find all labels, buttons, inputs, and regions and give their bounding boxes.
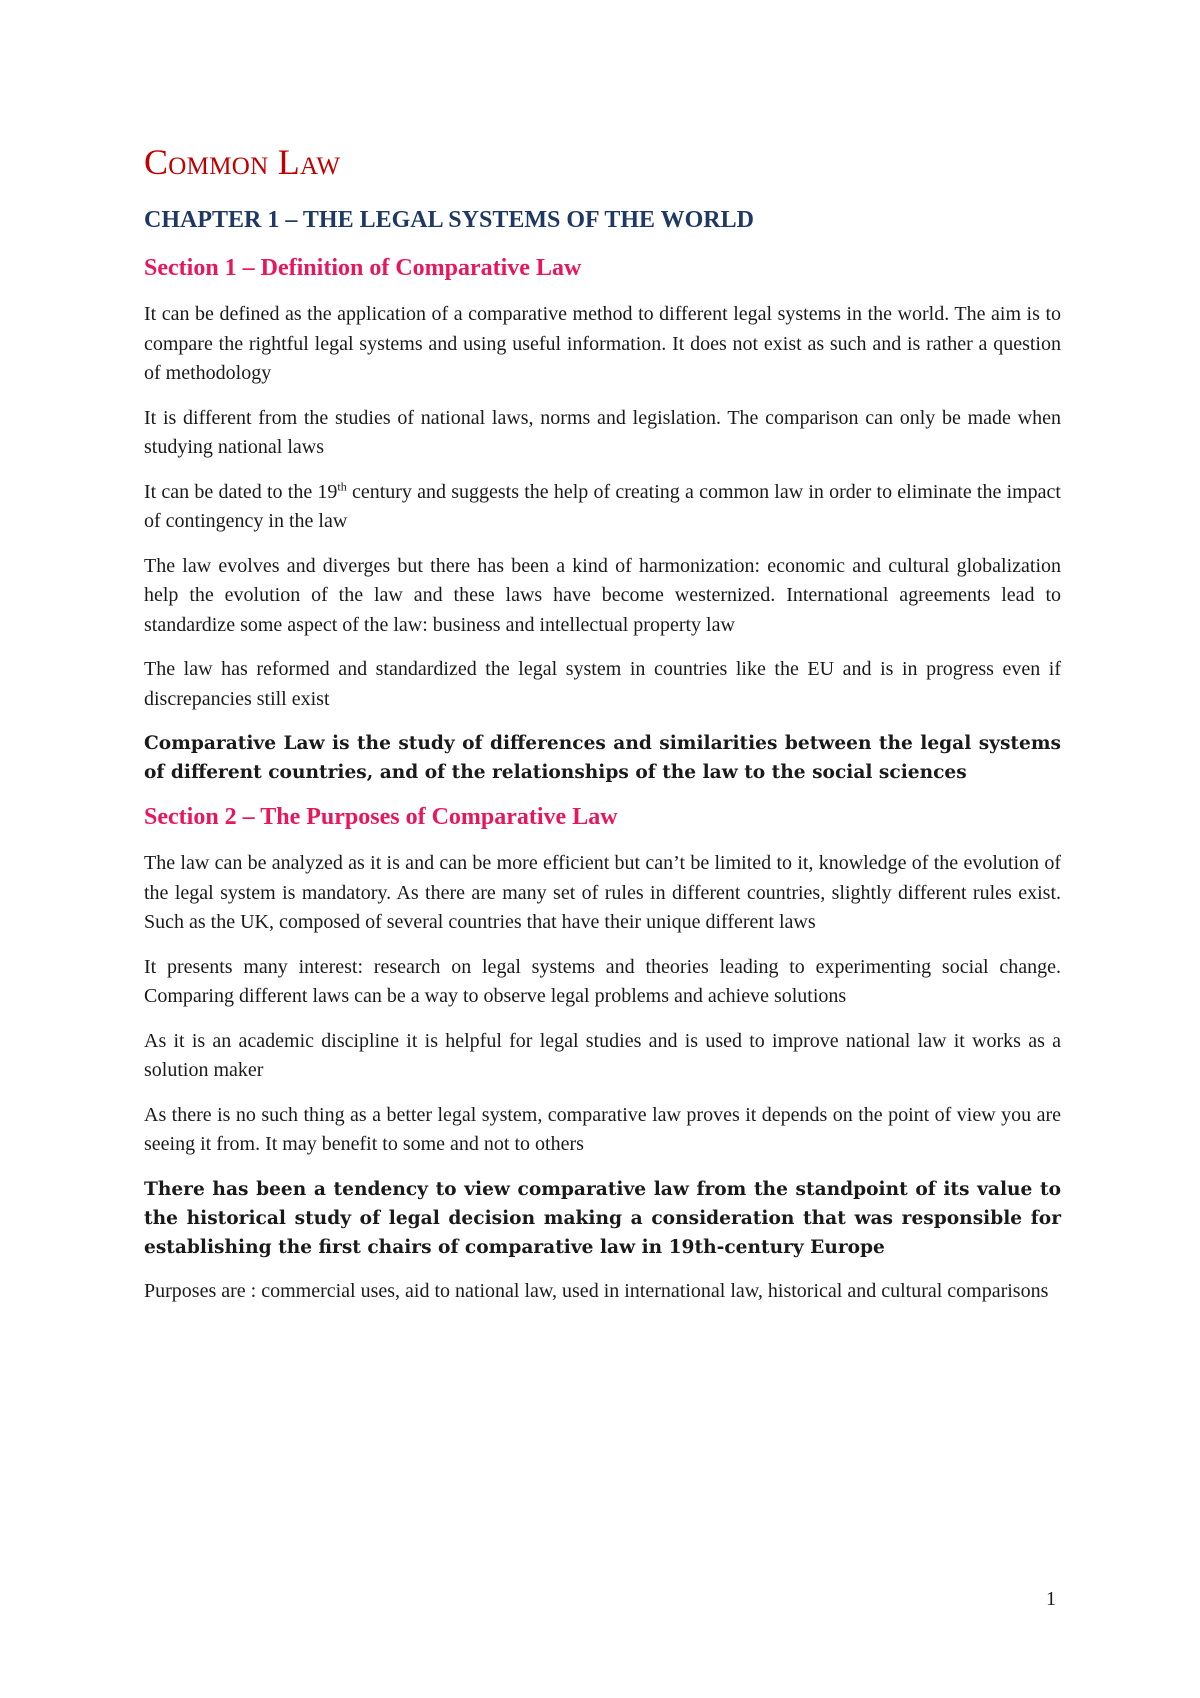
section-1-paragraph-2: It is different from the studies of national laws, norms and legislation. The comparison can only be made when studying national laws (144, 406, 1061, 459)
paragraph-text: century and suggests the help of creating a common law in order to eliminate the impact of contingency in the law (144, 480, 1061, 533)
document-title: Common Law (144, 142, 341, 182)
section-2-paragraph-2: It presents many interest: research on legal systems and theories leading to experimenting social change. Comparing different laws can be a way to observe legal problems and achieve solutions (144, 955, 1061, 1008)
superscript: th (337, 479, 347, 494)
section-2-paragraph-4: As there is no such thing as a better legal system, comparative law proves it depends on the point of view you are seeing it from. It may benefit to some and not to others (144, 1103, 1061, 1156)
section-2-emphasis: There has been a tendency to view comparative law from the standpoint of its value to the historical study of legal decision making a consideration that was responsible for establishing the first chairs of comparative law in 19th-century Europe (144, 1178, 1061, 1258)
chapter-heading: CHAPTER 1 – THE LEGAL SYSTEMS OF THE WORLD (144, 207, 754, 233)
section-2-paragraph-5: Purposes are : commercial uses, aid to national law, used in international law, historical and cultural comparisons (144, 1279, 1049, 1302)
section-2-paragraph-1: The law can be analyzed as it is and can be more efficient but can’t be limited to it, knowledge of the evolution of the legal system is mandatory. As there are many set of rules in different countries, slightly different rules exist. Such as the UK, composed of several countries that have their unique different laws (144, 852, 1061, 934)
section-1-heading: Section 1 – Definition of Comparative Law (144, 255, 582, 281)
section-1-paragraph-4: The law evolves and diverges but there has been a kind of harmonization: economic and cultural globalization help the evolution of the law and these laws have become westernized. International agreements lead to standardize some aspect of the law: business and intellectual property law (144, 554, 1061, 636)
page-number: 1 (1046, 1588, 1056, 1610)
section-2-paragraph-3: As it is an academic discipline it is helpful for legal studies and is used to improve national law it works as a solution maker (144, 1029, 1061, 1082)
section-2-heading: Section 2 – The Purposes of Comparative Law (144, 804, 618, 831)
section-1-paragraph-1: It can be defined as the application of a comparative method to different legal systems in the world. The aim is to compare the rightful legal systems and using useful information. It does not exist as such and is rather a question of methodology (144, 303, 1061, 385)
section-1-paragraph-5: The law has reformed and standardized the legal system in countries like the EU and is in progress even if discrepancies still exist (144, 658, 1061, 710)
section-1-paragraph-3 (144, 478, 1061, 537)
document-page (144, 140, 1061, 1321)
section-1-definition: Comparative Law is the study of differences and similarities between the legal systems of different countries, and of the relationships of the law to the social sciences (144, 733, 1061, 784)
paragraph-text: It can be dated to the 19 (144, 480, 338, 503)
